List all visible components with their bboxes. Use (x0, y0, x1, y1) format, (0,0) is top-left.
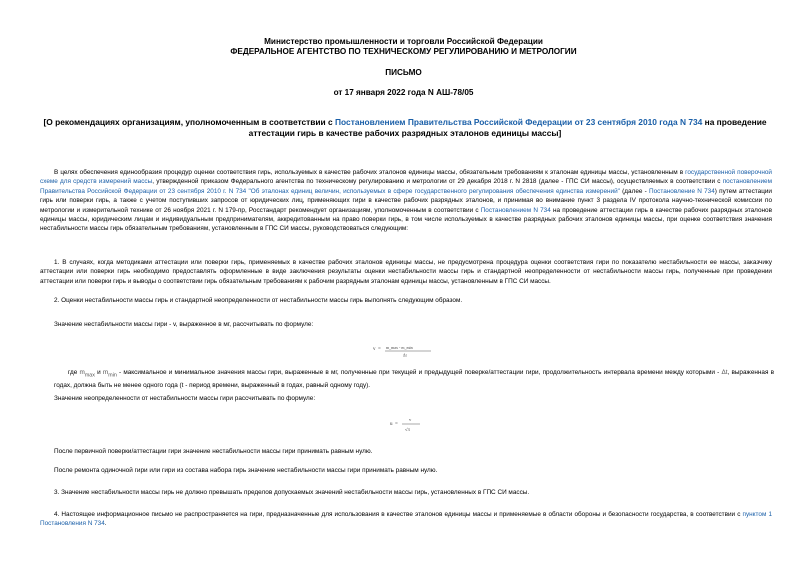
intro-text-5: ) путем аттестации гирь или поверки гирь, а также с учетом поступивших запросов от юридических лиц, применяющих гири в качестве рабочих разрядных эталонов, и принимая во внимание пункт 3 раздела IV протокола научно-технической комиссии по метрологии и измерительной технике от 26 ноября 2021 г. N 179-пр, Росстандарт рекомендует организациям, уполномоченным в соответствии с (40, 187, 772, 214)
formula-1-intro: Значение нестабильности массы гири - v, выраженное в мг, рассчитывать по формуле: (54, 321, 314, 328)
intro-text-2: , утвержденной приказом Федерального агентства по техническому регулированию и метрологии от 29 декабря 2018 г. N 2818 (152, 178, 537, 186)
svg-text:u: u (390, 422, 393, 427)
intro-text-1: В целях обеспечения единообразия процедур оценки соответствия гирь, используемых в качестве рабочих эталонов единицы массы, обязательным требованиям к эталонам единицы массы, установленным в (54, 169, 686, 176)
svg-text:v: v (409, 417, 412, 422)
svg-text:m_max - m_min: m_max - m_min (386, 345, 413, 350)
item-after-repair: После ремонта одиночной гири или гири из состава набора гирь значение нестабильности массы гири принимать равным нулю. (54, 467, 438, 474)
where-b: и (97, 369, 101, 376)
item-4-text: 4. Настоящее информационное письмо не распространяется на гири, предназначенные для использования в качестве эталонов единицы массы и применяемые в области обороны и безопасности государства, в соответствии с (54, 511, 743, 518)
formula-u-graphic (390, 414, 430, 434)
item-4-end: . (104, 520, 107, 528)
intro-text-4: (далее - (619, 187, 650, 195)
formula-v (373, 344, 433, 358)
intro-link-postanovlenie[interactable]: постановлением Правительства Российской Федерации от 23 сентября 2010 г. N 734 "Об эталонах единиц величин, используемых в сфере государственного регулирования обеспечения единства измерений" (40, 178, 772, 195)
item-first-verification: После первичной поверки/аттестации гири значение нестабильности массы гири принимать равным нулю. (54, 448, 373, 455)
item-2: 2. Оценки нестабильности массы гирь и стандартной неопределенности от нестабильности массы гирь выполнять следующим образом. (54, 297, 463, 304)
where-d: , выраженная в годах, должна быть не менее одного года (t - период времени, выраженный в годах, равный одному году). (54, 369, 775, 389)
item-4 (40, 510, 772, 529)
date-number: от 17 января 2022 года N АШ-78/05 (333, 88, 474, 97)
svg-text:=: = (395, 422, 398, 427)
formula-where (54, 368, 774, 390)
title-rest: на проведение аттестации гирь в качестве рабочих разрядных эталонов единицы массы] (248, 117, 767, 138)
svg-text:=: = (378, 347, 381, 352)
ministry-line: Министерство промышленности и торговли Российской Федерации (264, 37, 543, 46)
item-1: 1. В случаях, когда методиками аттестации или поверки гирь, применяемых в качестве рабочих эталонов единицы массы, не предусмотрена процедура оценки соответствия гири по показателю нестабильности ее массы, заказчику аттестации или поверки гирь необходимо предоставлять оформленные в виде заключения результаты оценки нестабильности массы гирь и стандартной неопределенности от нестабильности массы гирь, полученные при проведении аттестации или поверки гирь и выводы о соответствии гирь обязательным требованиям к рабочим разрядным эталонам единицы массы, установленным в ГПС СИ массы. (40, 259, 772, 285)
where-c: - максимальное и минимальное значения массы гири, выраженные в мг, полученные при текущей и предыдущей поверке/аттестации гири, продолжительность интервала времени между которыми - (119, 369, 720, 376)
intro-link-734[interactable]: Постановление N 734 (649, 187, 715, 195)
intro-paragraph (40, 168, 772, 234)
m-min-symbol: $m_{min}$ (102, 369, 117, 379)
item-4-link[interactable]: пунктом 1 Постановления N 734 (40, 511, 772, 528)
intro-text-6: на проведение аттестации гирь в качестве рабочих разрядных эталонов единицы массы, юридическим лицам и индивидуальным предпринимателям, аккредитованным на право поверки гирь, в том числе используемых в качестве разрядных рабочих эталонов единицы массы, при оценке соответствия значения нестабильности массы гирь обязательным требованиям, установленным в ГПС СИ массы, руководствоваться следующим: (40, 206, 772, 233)
letter-title (30, 117, 780, 139)
m-max-symbol: $m_{max}$ (79, 369, 95, 379)
doc-type: ПИСЬМО (385, 68, 422, 77)
title-link[interactable]: Постановлением Правительства Российской Федерации от 23 сентября 2010 года N 734 (335, 117, 703, 127)
svg-text:√3: √3 (405, 427, 410, 432)
formula-2-intro: Значение неопределенности от нестабильности массы гири рассчитывать по формуле: (54, 395, 316, 402)
item-3: 3. Значение нестабильности массы гирь не должно превышать пределов допускаемых значений нестабильности массы гирь, установленных в ГПС СИ массы. (54, 489, 530, 496)
intro-link-gps[interactable]: государственной поверочной схеме для средств измерений массы (40, 169, 772, 186)
svg-text:Δt: Δt (403, 352, 407, 358)
delta-t-symbol: Δt (721, 369, 728, 376)
agency-line: ФЕДЕРАЛЬНОЕ АГЕНТСТВО ПО ТЕХНИЧЕСКОМУ РЕГУЛИРОВАНИЮ И МЕТРОЛОГИИ (230, 47, 577, 56)
formula-u (390, 414, 430, 434)
title-open: [О рекомендациях организациям, уполномоченным в соответствии с (43, 117, 336, 127)
intro-link-734-b[interactable]: Постановлением N 734 (480, 206, 551, 214)
formula-v-graphic (373, 344, 433, 358)
intro-text-3: (далее - ГПС СИ массы), осуществляемых в соответствии с (536, 178, 723, 186)
where-a: где (68, 369, 78, 376)
svg-text:v: v (373, 347, 376, 352)
